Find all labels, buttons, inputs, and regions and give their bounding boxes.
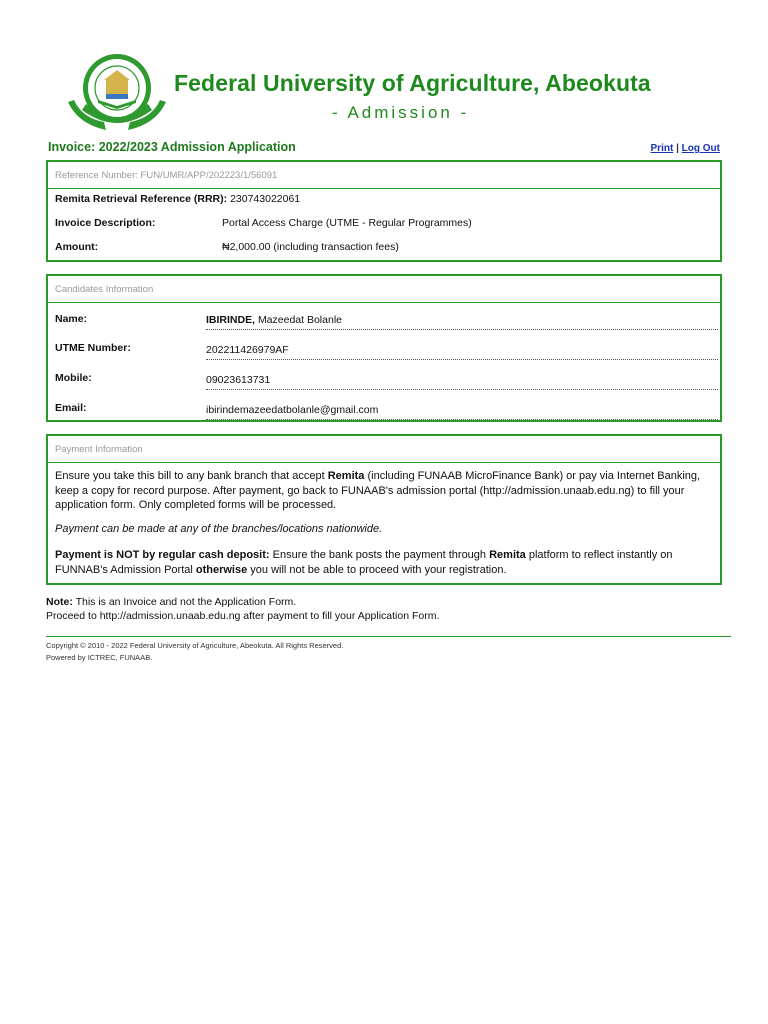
name-rest: Mazeedat Bolanle [257, 314, 342, 326]
candidate-info-box [46, 274, 722, 422]
mobile-underline [206, 389, 718, 390]
payment-p3-text-b: Ensure the bank posts the payment through [272, 549, 487, 561]
utme-label: UTME Number: [55, 342, 131, 354]
powered-by-text: Powered by ICTREC, FUNAAB. [46, 653, 153, 662]
email-value: ibirindemazeedatbolanle@gmail.com [206, 404, 379, 416]
payment-p3-otherwise: otherwise [195, 563, 248, 576]
name-underline [206, 329, 718, 330]
payment-paragraph-2: Payment can be made at any of the branches/locations nationwide. [55, 523, 383, 535]
name-label: Name: [55, 313, 88, 325]
payment-paragraph-1 [55, 469, 713, 513]
admission-subtitle: - Admission - [332, 103, 470, 122]
name-value [206, 314, 342, 326]
rrr-label: Remita Retrieval Reference (RRR): [55, 193, 228, 205]
mobile-label: Mobile: [55, 372, 92, 384]
invoice-details-box [46, 160, 722, 262]
payment-p1-remita: Remita [327, 470, 365, 482]
amount-value: ₦2,000.00 (including transaction fees) [222, 241, 399, 253]
rrr-row [55, 193, 300, 205]
page-footer [46, 640, 343, 664]
top-links [651, 143, 720, 154]
payment-p3-remita: Remita [489, 549, 526, 561]
payment-p3-text-d: platform to reflect instantly on FUNNAB's Admission Portal [55, 549, 673, 576]
link-separator: | [676, 143, 679, 154]
page-header [0, 0, 768, 140]
payment-p3-text-f: you will not be able to proceed with your registration. [250, 563, 507, 576]
logout-link[interactable]: Log Out [681, 143, 720, 154]
note-line-1: This is an Invoice and not the Application Form. [75, 596, 297, 608]
invoice-note [46, 595, 439, 623]
university-name: Federal University of Agriculture, Abeokuta [174, 70, 651, 96]
payment-info-box [46, 434, 722, 585]
reference-number: Reference Number: FUN/UMR/APP/202223/1/56091 [55, 170, 278, 181]
print-link[interactable]: Print [650, 143, 674, 154]
copyright-text: Copyright © 2010 - 2022 Federal University of Agriculture, Abeokuta. All Rights Reserved. [46, 641, 344, 650]
rrr-value: 230743022061 [230, 193, 301, 205]
note-label: Note: [46, 596, 73, 608]
utme-underline [206, 359, 718, 360]
invoice-details-header [48, 162, 720, 189]
payment-info-header [48, 436, 720, 463]
email-label: Email: [55, 402, 87, 414]
mobile-value: 09023613731 [206, 374, 271, 386]
payment-p3-warning: Payment is NOT by regular cash deposit: [55, 549, 270, 561]
payment-p1-text-a: Ensure you take this bill to any bank branch that accept [55, 470, 325, 482]
candidate-info-heading: Candidates Information [55, 284, 154, 295]
description-label: Invoice Description: [55, 217, 156, 229]
description-value: Portal Access Charge (UTME - Regular Programmes) [222, 217, 472, 229]
email-underline [206, 419, 718, 420]
name-surname: IBIRINDE, [206, 314, 256, 326]
utme-value: 202211426979AF [206, 344, 289, 356]
footer-divider [46, 636, 731, 637]
university-seal-logo [64, 48, 170, 136]
invoice-title: Invoice: 2022/2023 Admission Application [48, 140, 296, 154]
candidate-info-header [48, 276, 720, 303]
payment-paragraph-3 [55, 548, 713, 577]
note-line-2: Proceed to http://admission.unaab.edu.ng after payment to fill your Application Form. [46, 610, 440, 622]
payment-p1-text-c: (including FUNAAB MicroFinance Bank) or pay via Internet Banking, keep a copy for record purpose. After payment, go back to FUNAAB's admission portal (http://admission.unaab.edu.ng) to fill your application form. Only completed forms will be processed. [55, 470, 701, 511]
amount-label: Amount: [55, 241, 99, 253]
payment-info-heading: Payment Information [55, 444, 143, 455]
